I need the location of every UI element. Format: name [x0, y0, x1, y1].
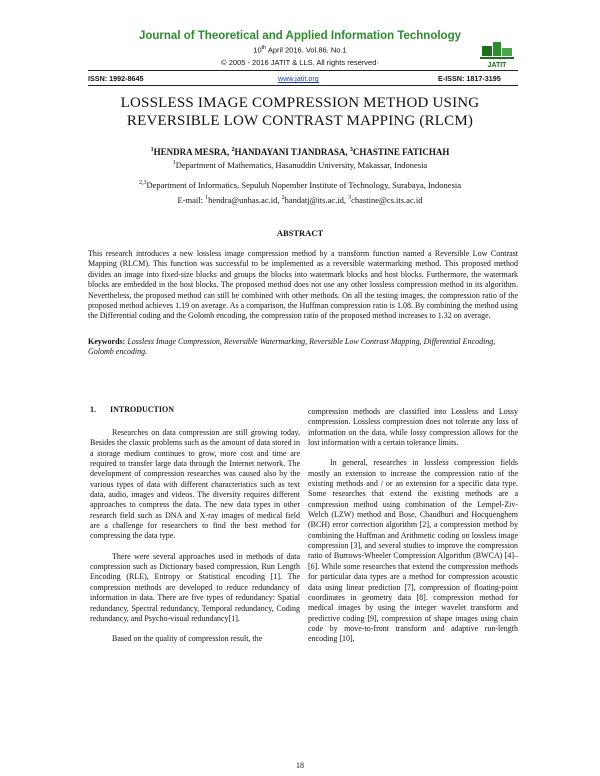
header-rule-bottom [88, 85, 518, 86]
affiliation-1: $^1$Department of Mathematics, Hasanuddin University, Makassar, Indonesia [172, 160, 428, 170]
jatit-logo [478, 40, 516, 70]
right-column [308, 407, 518, 645]
left-column [90, 428, 300, 645]
keywords-text: Lossless Image Compression, Reversible Watermarking, Reversible Low Contrast Mapping, Differential Encoding, Golomb encoding. [88, 337, 496, 357]
journal-title: Journal of Theoretical and Applied Information Technology [138, 30, 462, 42]
page-number: 18 [296, 761, 304, 770]
keywords-label: Keywords: [88, 337, 126, 346]
paragraph: In general, researches in lossless compression fields mostly an extension to increase the compression ratio of the existing methods and / or an extension for a specific data type. Some researches that extend the existing methods are a compression method using combination of the Lempel-Ziv-Welch (LZW) method and Bose, Chaudhuri and Hocquenghem (BCH) error correction algorithm [2], a compression method by combining the Huffman and Arithmetic coding on lossless image compression [3], and several studies to improve the compression ratio of Burrows-Wheeler Compression Algorithm (BWCA) [4]–[6]. While some researches that extend the compression methods for particular data types are a method for compression acoustic data using linear prediction [7], compression of floating-point coordinates in geometry data [8]. compression method for medical images by using the integer wavelet transform and predictive coding [9], compression of shape images using chain code by move-to-front transform and adaptive run-length encoding [10], [308, 458, 518, 644]
paper-title: LOSSLESS IMAGE COMPRESSION METHOD USING REVERSIBLE LOW CONTRAST MAPPING (RLCM) [120, 95, 480, 129]
abstract-heading: ABSTRACT [276, 228, 324, 238]
website-link[interactable]: www.jatit.org [278, 74, 319, 83]
affiliation-2: $^{2,3}$Department of Informatics, Sepuluh Nopember Institute of Technology, Surabaya, Indonesia [138, 180, 462, 190]
issn: ISSN: 1992-8645 [88, 74, 144, 83]
email-line: E-mail: $^1$hendra@unhas.ac.id, $^2$handatj@its.ac.id, $^3$chastine@cs.its.ac.id [177, 195, 423, 205]
copyright: © 2005 - 2016 JATIT & LLS. All rights reserved· [221, 58, 379, 67]
logo-text: JATIT [487, 62, 507, 69]
header-rule-top [88, 70, 518, 71]
keywords [88, 337, 518, 358]
paragraph: There were several approaches used in methods of data compression such as Dictionary based compression, Run Length Encoding (RLE), Entropy or Statistical encoding [1]. The compression methods are developed to reduce redundancy of information in data. There are five types of redundancy: Spatial redundancy, Spectral redundancy, Temporal redundancy, Coding redundancy, and Psycho-visual redundancy[1]. [90, 551, 300, 623]
paragraph: compression methods are classified into Lossless and Lossy compression. Lossless compression does not tolerate any loss of information on the data, while lossy compression allows for the lost information with a certain tolerance limits. [308, 407, 518, 448]
issue-info: 10th April 2016. Vol.86. No.1 [253, 45, 347, 55]
abstract-text: This research introduces a new lossless image compression method by a transform function named a Reversible Low Contrast Mapping (RLCM). This function was successful to be implemented as a reversible watermarking method. This proposed method divides an image into fixed-size blocks and groups the blocks into watermark blocks and host blocks. Furthermore, the watermark blocks are embedded in the host blocks. The proposed method does not use any other lossless compression method in its algorithm. Nevertheless, the proposed method can still be combined with other methods. On all the testing images, the compression ratio of the proposed method achieves 1.19 on average. As a comparison, the Huffman compression ratio is 1.08. By combining the method using the Differential coding and the Golomb encoding, the compression ratio of the proposed method increases to 1.32 on average. [88, 249, 518, 321]
section-heading: 1. INTRODUCTION [90, 405, 175, 414]
paragraph: Researches on data compression are still growing today. Besides the classic problems such as the amount of data stored in a storage medium continues to grow, more cost and time are required to transfer large data through the Internet network. The development of compression researches was caused also by the various types of data with different characteristics such as text data, audio, images and videos. The diversity requires different approaches to compress the data. The new data types in other research field such as DNA and X-ray images of medical field are a challenge for researchers to find the best method for compressing the data type. [90, 428, 300, 541]
paragraph: Based on the quality of compression result, the [112, 634, 263, 644]
author-list: $^1$HENDRA MESRA, $^2$HANDAYANI TJANDRASA, $^3$CHASTINE FATICHAH [150, 147, 450, 157]
eissn: E-ISSN: 1817-3195 [438, 74, 501, 83]
